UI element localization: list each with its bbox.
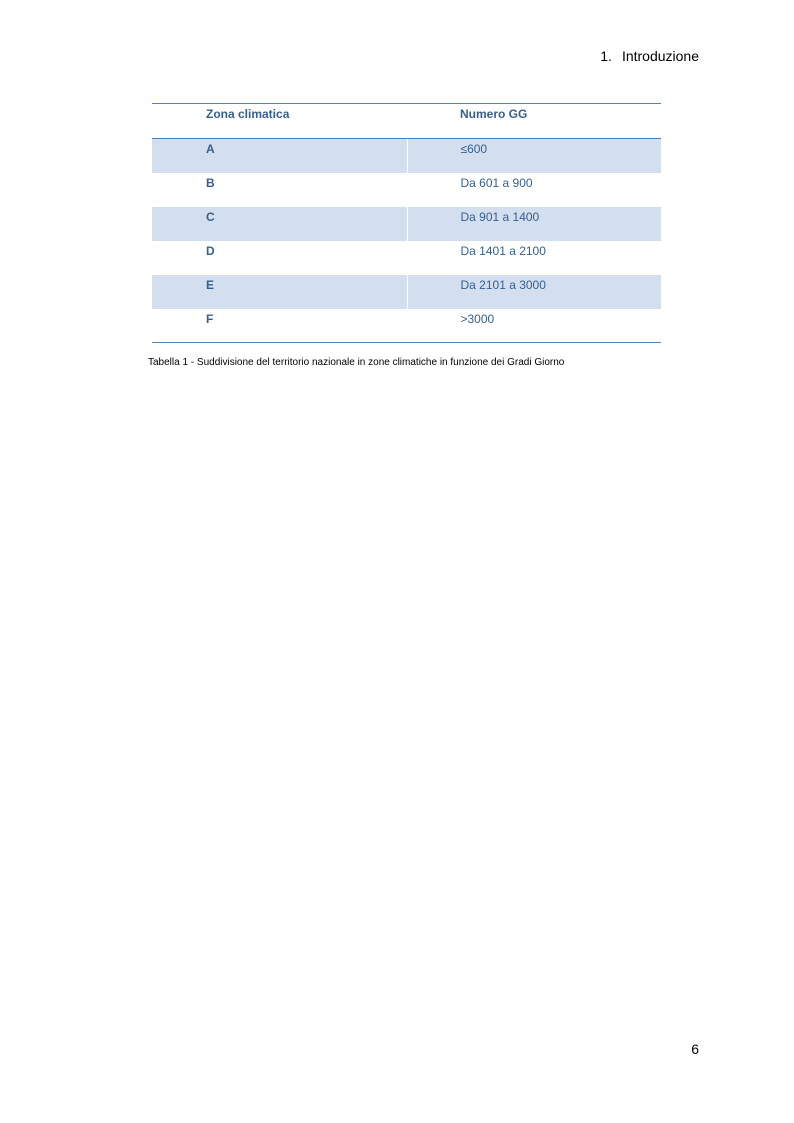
chapter-title: Introduzione bbox=[621, 48, 699, 64]
table-row bbox=[152, 241, 661, 275]
zone-cell: F bbox=[152, 309, 407, 343]
page-number: 6 bbox=[691, 1041, 699, 1057]
gg-cell: Da 2101 a 3000 bbox=[407, 275, 661, 309]
gg-cell: Da 901 a 1400 bbox=[407, 207, 661, 241]
zone-cell: C bbox=[152, 207, 407, 241]
zone-cell: B bbox=[206, 175, 215, 190]
chapter-number: 1. bbox=[600, 48, 612, 64]
gg-cell: Da 601 a 900 bbox=[407, 173, 661, 207]
table-row bbox=[152, 173, 661, 207]
gg-cell: ≤600 bbox=[407, 139, 661, 173]
gg-cell: >3000 bbox=[407, 309, 661, 343]
zone-cell: D bbox=[206, 243, 215, 258]
running-header bbox=[600, 47, 699, 65]
column-header-gg: Numero GG bbox=[407, 104, 661, 139]
table-caption: Tabella 1 - Suddivisione del territorio nazionale in zone climatiche in funzione dei Gradi Giorno bbox=[148, 357, 565, 368]
zone-cell: A bbox=[152, 139, 407, 173]
table-row bbox=[152, 139, 661, 173]
zone-cell: E bbox=[152, 275, 407, 309]
climate-zone-table bbox=[152, 103, 661, 343]
table-header-row bbox=[152, 104, 661, 139]
table-row bbox=[152, 309, 661, 343]
table-row bbox=[152, 207, 661, 241]
table-row bbox=[152, 275, 661, 309]
column-header-zone: Zona climatica bbox=[152, 104, 407, 139]
gg-cell: Da 1401 a 2100 bbox=[407, 241, 661, 275]
